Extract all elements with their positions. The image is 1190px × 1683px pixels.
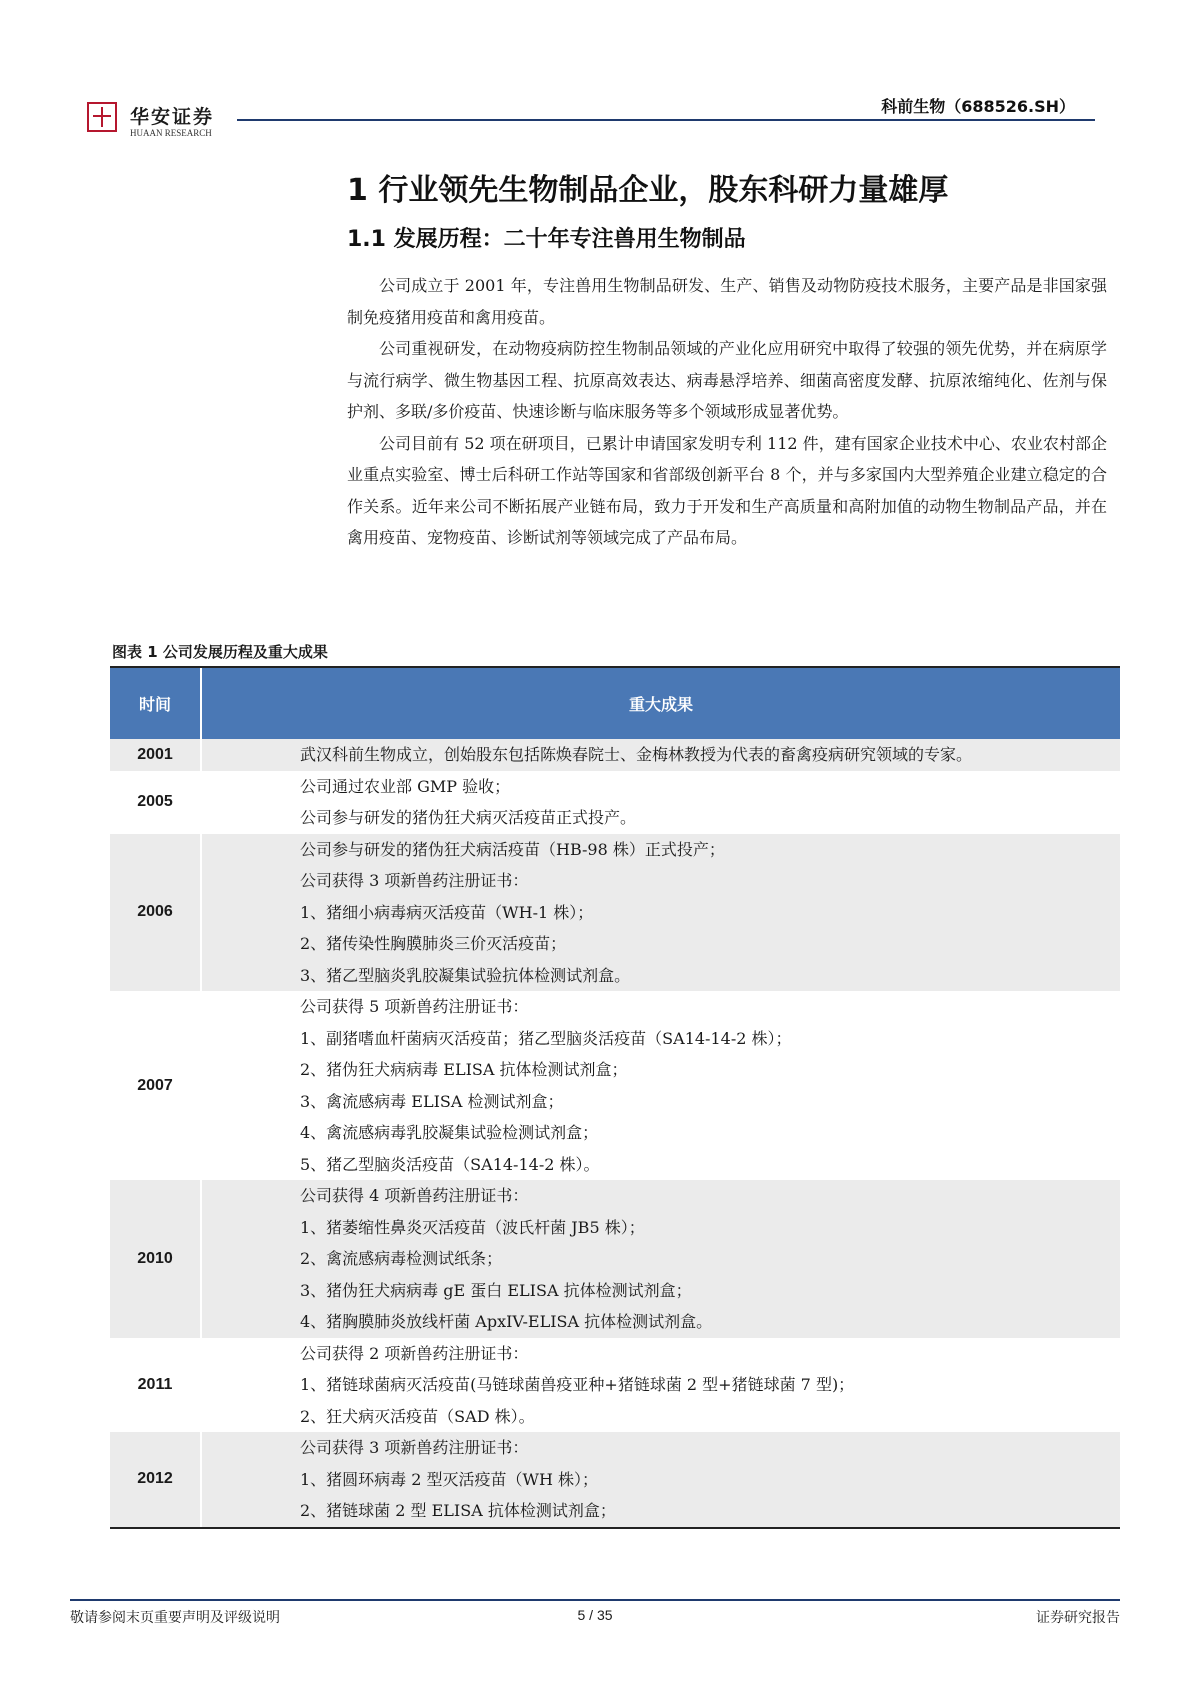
achievements-cell <box>201 991 1120 1180</box>
table-row <box>110 1338 1120 1433</box>
achievements-cell <box>201 1432 1120 1527</box>
subsection-heading: 1.1 发展历程：二十年专注兽用生物制品 <box>347 227 746 252</box>
column-header-time: 时间 <box>110 668 201 739</box>
achievement-line: 公司获得 3 项新兽药注册证书： <box>300 871 529 890</box>
table-row <box>110 739 1120 771</box>
table-row <box>110 1432 1120 1527</box>
column-header-achievements: 重大成果 <box>201 668 1120 739</box>
table-row <box>110 771 1120 834</box>
achievement-line: 2、猪传染性胸膜肺炎三价灭活疫苗； <box>300 934 567 953</box>
achievement-line: 1、猪圆环病毒 2 型灭活疫苗（WH 株）； <box>300 1469 599 1489</box>
table-body <box>110 739 1120 1527</box>
figure-title: 图表 1 公司发展历程及重大成果 <box>112 643 328 661</box>
footer-disclaimer: 敬请参阅末页重要声明及评级说明 <box>70 1610 280 1626</box>
year-cell: 2012 <box>110 1432 201 1527</box>
achievement-line: 3、猪伪狂犬病病毒 gE 蛋白 ELISA 抗体检测试剂盒； <box>300 1280 692 1300</box>
footer-report-type: 证券研究报告 <box>1036 1610 1120 1626</box>
achievement-line: 1、副猪嗜血杆菌病灭活疫苗；猪乙型脑炎活疫苗（SA14-14-2 株）； <box>300 1028 792 1048</box>
page-header <box>85 88 1095 138</box>
year-cell: 2007 <box>110 991 201 1180</box>
table-header-row <box>110 668 1120 739</box>
section-heading: 1 行业领先生物制品企业，股东科研力量雄厚 <box>347 173 949 208</box>
table-bottom-rule <box>110 1527 1120 1529</box>
achievement-line: 5、猪乙型脑炎活疫苗（SA14-14-2 株）。 <box>300 1154 600 1174</box>
achievement-line: 1、猪细小病毒病灭活疫苗（WH-1 株）； <box>300 902 594 922</box>
logo-chinese-name: 华安证券 <box>130 106 215 128</box>
paragraph: 公司成立于 2001 年，专注兽用生物制品研发、生产、销售及动物防疫技术服务，主要产品是非国家强制免疫猪用疫苗和禽用疫苗。 <box>347 276 1107 327</box>
achievement-line: 公司获得 4 项新兽药注册证书： <box>300 1186 529 1205</box>
achievements-cell <box>201 771 1120 834</box>
year-cell: 2001 <box>110 739 201 771</box>
paragraph: 公司目前有 52 项在研项目，已累计申请国家发明专利 112 件，建有国家企业技术中心、农业农村部企业重点实验室、博士后科研工作站等国家和省部级创新平台 8 个，并与多家国内大型养殖企业建立稳定的合作关系。近年来公司不断拓展产业链布局，致力于开发和生产高质量和高附加值的动物生物制品产品，并在禽用疫苗、宠物疫苗、诊断试剂等领域完成了产品布局。 <box>347 433 1107 547</box>
footer-divider <box>70 1599 1120 1601</box>
achievements-cell <box>201 739 1120 771</box>
achievement-line: 2、猪链球菌 2 型 ELISA 抗体检测试剂盒； <box>300 1501 616 1520</box>
table-row <box>110 834 1120 992</box>
table-row <box>110 991 1120 1180</box>
achievement-line: 3、猪乙型脑炎乳胶凝集试验抗体检测试剂盒。 <box>300 965 631 985</box>
achievements-cell <box>201 1180 1120 1338</box>
header-company-ticker: 科前生物（688526.SH） <box>881 97 1075 116</box>
page-number: 5 / 35 <box>577 1607 613 1623</box>
body-text <box>347 270 1107 554</box>
milestone-table <box>110 666 1120 1529</box>
achievement-line: 1、猪萎缩性鼻炎灭活疫苗（波氏杆菌 JB5 株）； <box>300 1217 645 1237</box>
huaan-logo-icon <box>87 102 117 132</box>
achievement-line: 公司参与研发的猪伪狂犬病灭活疫苗正式投产。 <box>300 808 637 827</box>
logo-english-name: HUAAN RESEARCH <box>130 128 212 138</box>
achievements-cell <box>201 1338 1120 1433</box>
achievements-cell <box>201 834 1120 992</box>
table-row <box>110 1180 1120 1338</box>
achievement-line: 2、猪伪狂犬病病毒 ELISA 抗体检测试剂盒； <box>300 1060 628 1079</box>
header-divider <box>237 119 1095 121</box>
achievement-line: 公司获得 2 项新兽药注册证书： <box>300 1343 529 1363</box>
achievement-line: 公司通过农业部 GMP 验收； <box>300 776 511 796</box>
achievement-line: 公司参与研发的猪伪狂犬病活疫苗（HB-98 株）正式投产； <box>300 839 725 859</box>
achievement-line: 3、禽流感病毒 ELISA 检测试剂盒； <box>300 1091 564 1111</box>
year-cell: 2006 <box>110 834 201 992</box>
year-cell: 2010 <box>110 1180 201 1338</box>
paragraph: 公司重视研发，在动物疫病防控生物制品领域的产业化应用研究中取得了较强的领先优势，并在病原学与流行病学、微生物基因工程、抗原高效表达、病毒悬浮培养、细菌高密度发酵、抗原浓缩纯化、佐剂与保护剂、多联/多价疫苗、快速诊断与临床服务等多个领域形成显著优势。 <box>347 339 1107 421</box>
achievement-line: 1、猪链球菌病灭活疫苗(马链球菌兽疫亚种+猪链球菌 2 型+猪链球菌 7 型)； <box>300 1375 855 1394</box>
achievement-line: 2、禽流感病毒检测试纸条； <box>300 1249 503 1268</box>
achievement-line: 4、禽流感病毒乳胶凝集试验检测试剂盒； <box>300 1123 599 1142</box>
achievement-line: 武汉科前生物成立，创始股东包括陈焕春院士、金梅林教授为代表的畜禽疫病研究领域的专家。 <box>300 745 973 764</box>
year-cell: 2005 <box>110 771 201 834</box>
achievement-line: 2、狂犬病灭活疫苗（SAD 株）。 <box>300 1406 535 1426</box>
achievement-line: 公司获得 5 项新兽药注册证书： <box>300 997 529 1016</box>
year-cell: 2011 <box>110 1338 201 1433</box>
achievement-line: 公司获得 3 项新兽药注册证书： <box>300 1438 529 1457</box>
achievement-line: 4、猪胸膜肺炎放线杆菌 ApxIV-ELISA 抗体检测试剂盒。 <box>300 1312 713 1331</box>
